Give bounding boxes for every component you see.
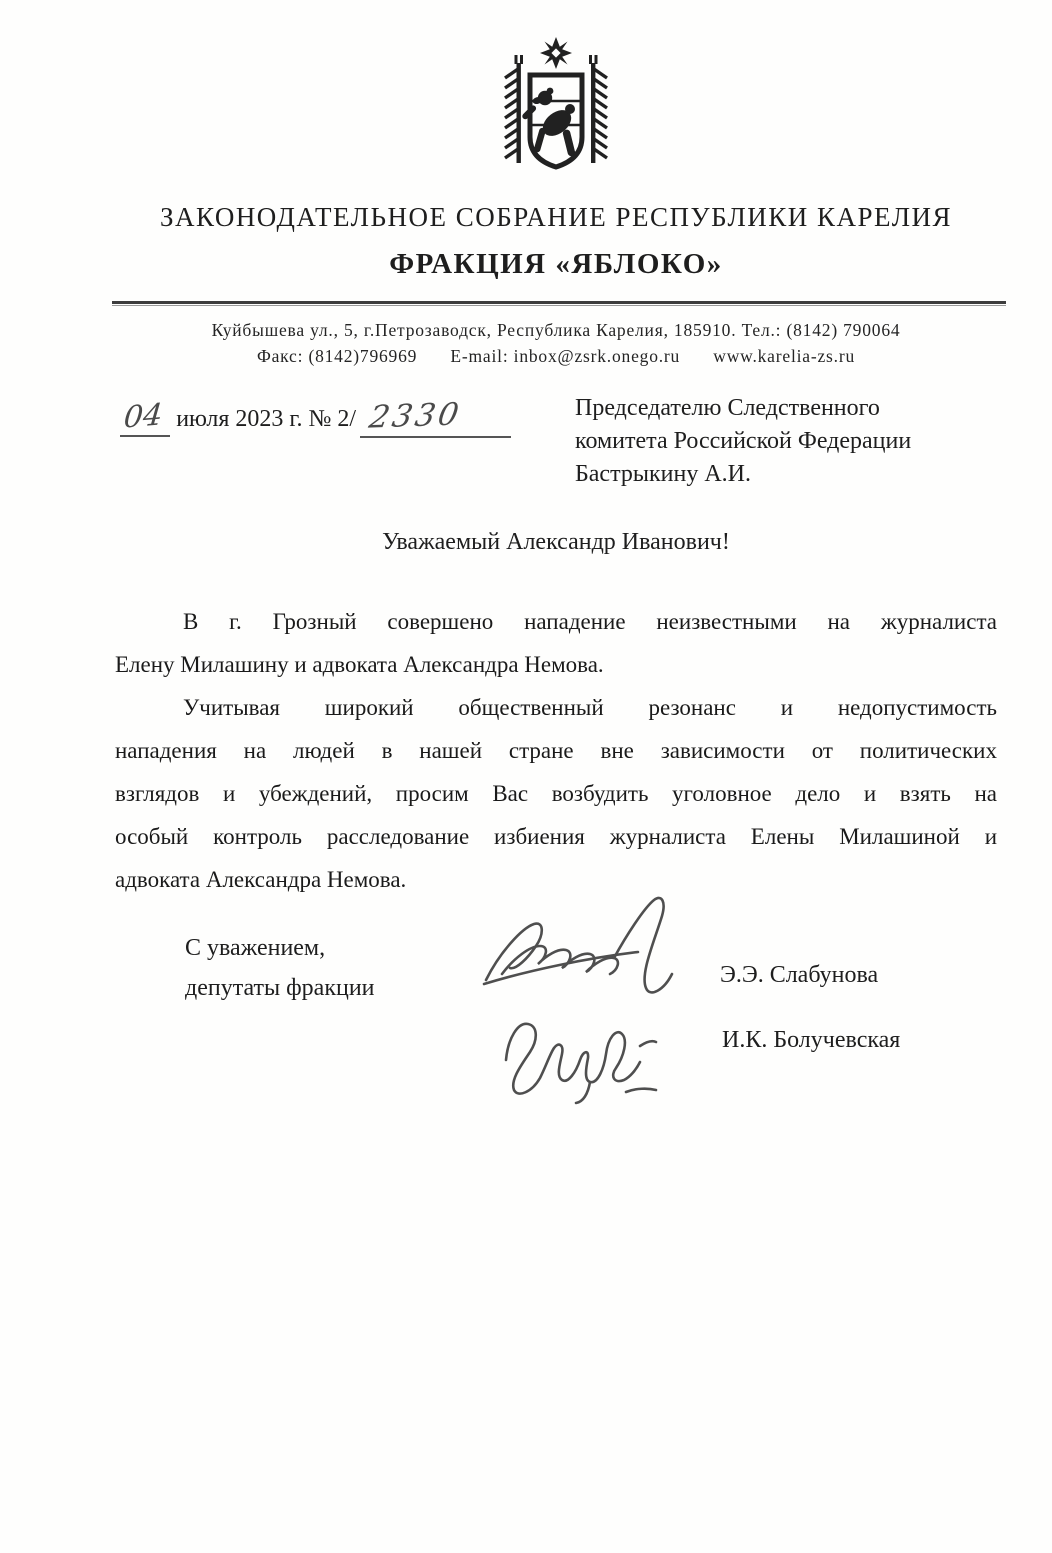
body-line: взглядов и убеждений, просим Вас возбудить уголовное дело и взять на	[115, 781, 997, 806]
handwritten-signature-icon	[494, 1000, 712, 1108]
salutation: Уважаемый Александр Иванович!	[382, 529, 730, 555]
closing-line: С уважением,	[185, 935, 326, 961]
body-line: Учитывая широкий общественный резонанс и недопустимость	[183, 695, 997, 720]
recipient-block	[575, 392, 911, 491]
website-url: www.karelia-zs.ru	[713, 346, 855, 366]
body-line: В г. Грозный совершено нападение неизвестными на журналиста	[183, 609, 997, 634]
date-and-number-line	[120, 398, 511, 438]
fir-branch-right-icon	[594, 69, 607, 158]
recipient-line: Бастрыкину А.И.	[575, 461, 752, 487]
address-phone-line: Куйбышева ул., 5, г.Петрозаводск, Республика Карелия, 185910. Тел.: (8142) 790064	[211, 320, 901, 340]
body-line: особый контроль расследование избиения журналиста Елены Милашиной и	[115, 824, 997, 849]
date-typed: июля 2023 г. № 2/	[176, 406, 357, 432]
body-line: Елену Милашину и адвоката Александра Немова.	[115, 652, 604, 677]
fir-branch-left-icon	[505, 69, 518, 158]
contact-line	[66, 346, 1046, 367]
fax-number: Факс: (8142)796969	[256, 346, 418, 366]
signer-name-1: Э.Э. Слабунова	[720, 962, 879, 988]
handwritten-signature-icon	[476, 892, 728, 1012]
paragraph-1	[115, 600, 997, 686]
karelia-coat-of-arms-icon	[498, 34, 614, 176]
recipient-line: Председателю Следственного	[575, 395, 880, 421]
body-line: адвоката Александра Немова.	[115, 867, 407, 892]
recipient-line: комитета Российской Федерации	[575, 428, 912, 454]
signer-name-2: И.К. Болучевская	[722, 1027, 901, 1053]
handwritten-outgoing-number: 2330	[360, 398, 511, 438]
handwritten-day: 04	[120, 399, 170, 437]
closing-line: депутаты фракции	[185, 975, 375, 1001]
paragraph-2	[115, 686, 997, 901]
body-line: нападения на людей в нашей стране вне зависимости от политических	[115, 738, 997, 763]
email-address: E-mail: inbox@zsrk.onego.ru	[450, 346, 681, 366]
organization-name: ЗАКОНОДАТЕЛЬНОЕ СОБРАНИЕ РЕСПУБЛИКИ КАРЕЛИЯ	[159, 202, 953, 232]
fraction-name: ФРАКЦИЯ «ЯБЛОКО»	[389, 248, 723, 280]
letterhead-divider	[112, 301, 1006, 306]
closing-block	[185, 928, 375, 1008]
